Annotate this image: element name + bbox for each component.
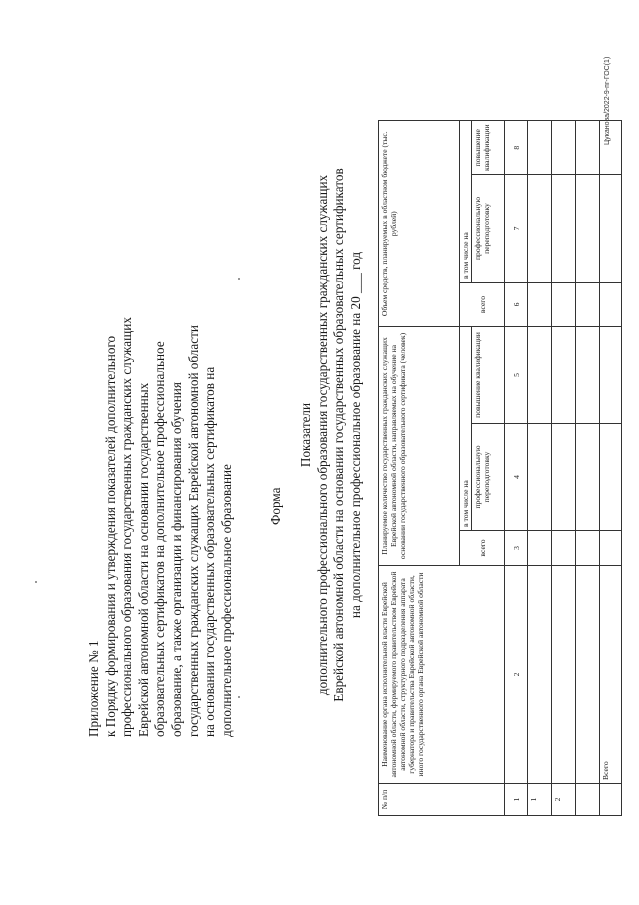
table-cell <box>528 283 552 327</box>
column-number: 1 <box>505 784 528 816</box>
scan-speck <box>238 696 240 698</box>
indicators-line: на дополнительное профессиональное образование на 20 ___ год <box>347 251 363 619</box>
appendix-line: на основании государственных образовательных сертификатов на <box>202 366 218 737</box>
table-cell <box>528 121 552 175</box>
appendix-line: образовательных сертификатов на дополнительное профессиональное <box>152 341 168 737</box>
table-cell <box>576 121 600 175</box>
table-cell <box>600 531 622 566</box>
table-cell <box>576 175 600 283</box>
header-num: № п/п <box>379 784 505 816</box>
table-cell <box>600 283 622 327</box>
appendix-line: образование, а также организации и финансирования обучения <box>168 382 184 737</box>
header-total: всего <box>460 283 505 327</box>
table-cell <box>528 175 552 283</box>
table-cell <box>552 424 576 531</box>
header-retraining: профессиональную переподготовку <box>472 424 505 531</box>
appendix-line: государственных гражданских служащих Еврейской автономной области <box>185 325 201 737</box>
appendix-line: Еврейской автономной области на основании государственных <box>135 382 151 737</box>
header-funds: Объем средств, планируемых в областном бюджете (тыс. рублей) <box>379 121 460 327</box>
table-cell <box>576 424 600 531</box>
column-number: 7 <box>505 175 528 283</box>
table-cell <box>528 327 552 424</box>
scan-speck <box>35 581 37 583</box>
appendix-block <box>86 127 235 737</box>
table-cell <box>576 784 600 816</box>
table-cell <box>600 175 622 283</box>
table-cell <box>600 327 622 424</box>
header-name: Наименование органа исполнительной власти Еврейской автономной области, формируемого правительством Еврейской автономной области, структурного подразделения аппарата губернатора и правительства Еврейской автономной области, иного государственного органа Еврейской автономной области <box>379 566 505 784</box>
table-cell <box>576 531 600 566</box>
table-cell <box>576 566 600 784</box>
column-number: 4 <box>505 424 528 531</box>
table-cell <box>552 566 576 784</box>
table-cell <box>552 283 576 327</box>
table-cell <box>552 327 576 424</box>
row-number: 2 <box>552 784 576 816</box>
column-number: 8 <box>505 121 528 175</box>
indicators-table <box>378 120 622 816</box>
indicators-line: дополнительного профессионального образования государственных гражданских служащих <box>314 174 330 696</box>
total-label: Всего <box>600 566 622 784</box>
table-cell <box>552 121 576 175</box>
column-number: 3 <box>505 531 528 566</box>
indicators-line: Еврейской автономной области на основании государственных образовательных сертификатов <box>331 168 347 702</box>
table-cell <box>528 531 552 566</box>
header-qualification: повышение квалификации <box>472 121 505 175</box>
row-number: 1 <box>528 784 552 816</box>
form-label: Форма <box>268 487 283 525</box>
table-cell <box>576 327 600 424</box>
appendix-line: Приложение № 1 <box>86 640 101 737</box>
table-cell <box>552 531 576 566</box>
appendix-line: профессионального образования государственных гражданских служащих <box>119 317 135 737</box>
table-cell <box>600 784 622 816</box>
indicators-heading <box>298 85 364 785</box>
header-including: в том числе на <box>460 327 472 531</box>
table-cell <box>552 175 576 283</box>
header-retraining: профессиональную переподготовку <box>472 175 505 283</box>
appendix-line: к Порядку формирования и утверждения показателей дополнительного <box>102 335 118 737</box>
column-number: 6 <box>505 283 528 327</box>
table-cell <box>600 424 622 531</box>
header-qualification: повышение квалификации <box>472 327 505 424</box>
header-total: всего <box>460 531 505 566</box>
appendix-line: дополнительное профессиональное образование <box>218 464 234 737</box>
column-number: 5 <box>505 327 528 424</box>
header-including: в том числе на <box>460 121 472 283</box>
column-number: 2 <box>505 566 528 784</box>
indicators-title: Показатели <box>298 402 313 468</box>
header-planned: Планируемое количество государственных гражданских служащих Еврейской автономной области, направляемых на обучение на основании государственного образовательного сертификата (человек) <box>379 327 460 566</box>
table-cell <box>576 283 600 327</box>
footer-note: Цуканова/2022-9-пг-ГОС(1) <box>604 56 611 145</box>
table-cell <box>528 566 552 784</box>
scan-speck <box>238 278 240 280</box>
table-cell <box>528 424 552 531</box>
